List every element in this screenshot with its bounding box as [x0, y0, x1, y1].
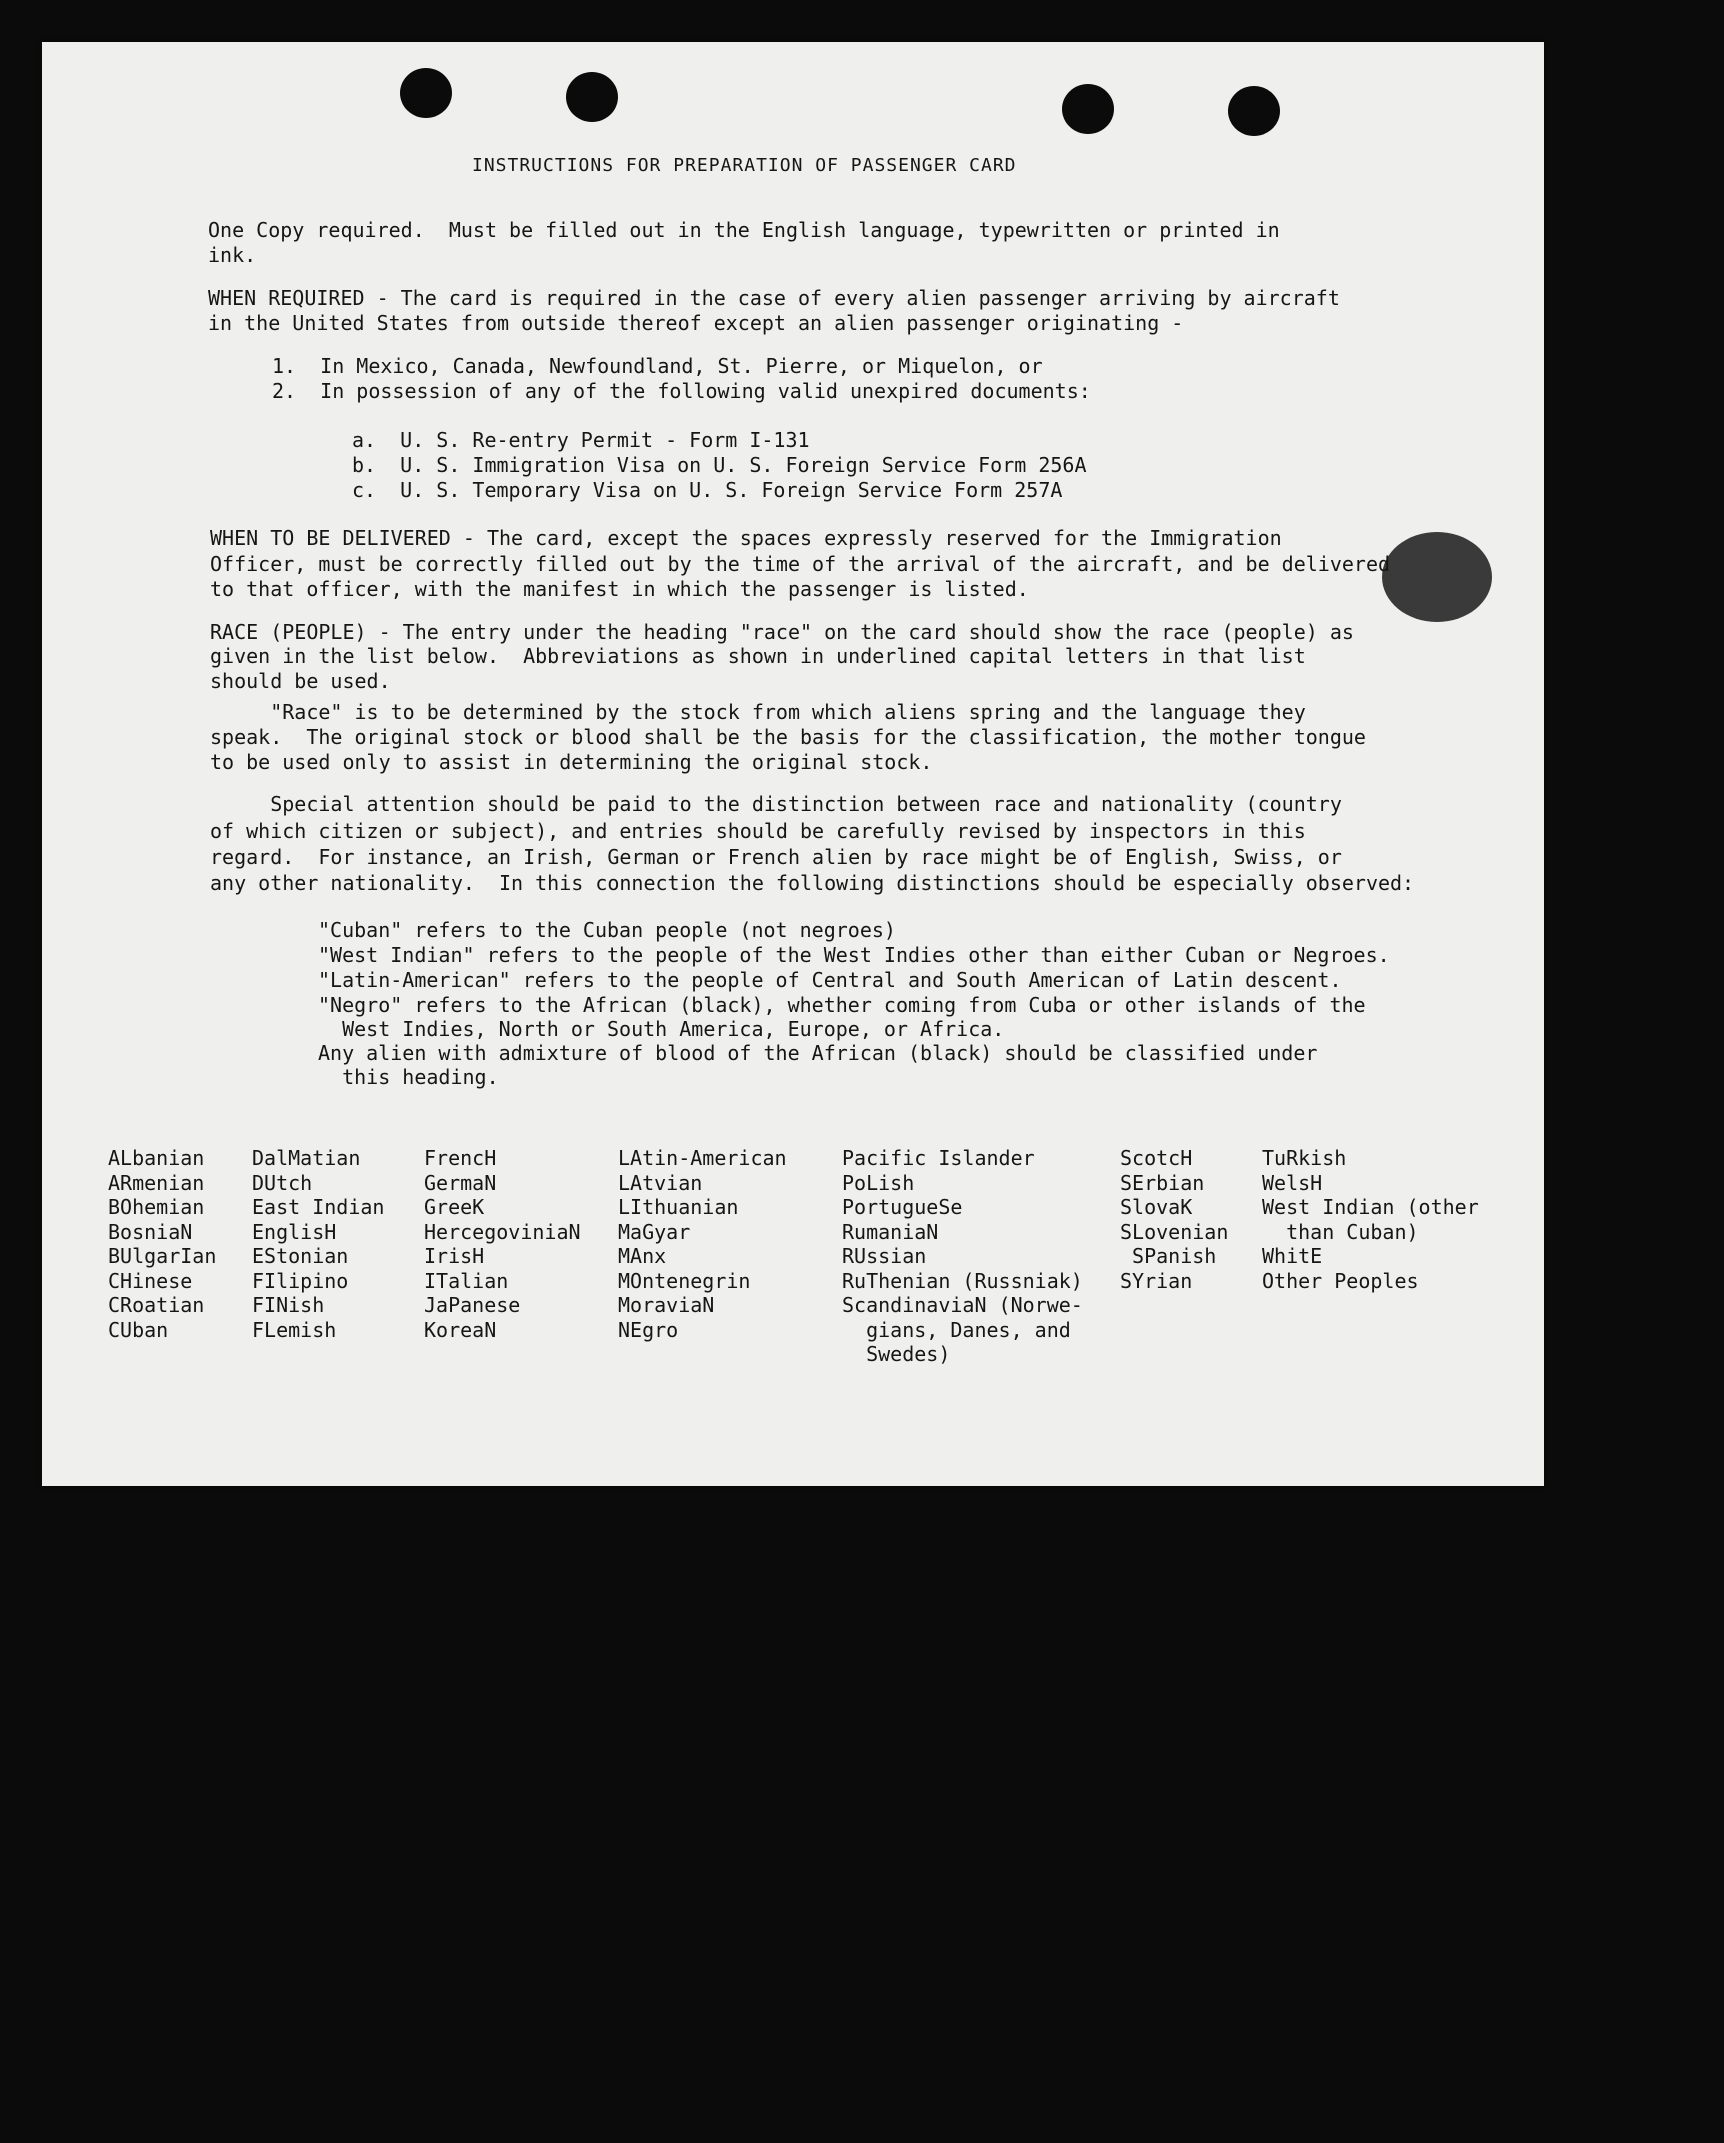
race-entry: than Cuban) [1262, 1219, 1419, 1244]
race-entry: MAnx [618, 1244, 667, 1268]
race-entry: RumaniaN [842, 1219, 939, 1244]
race-entry: SYrian [1120, 1268, 1193, 1293]
when-required-line-2: in the United States from outside thereof except an alien passenger originating - [208, 311, 1184, 335]
race-entry: BOhemian [108, 1195, 205, 1219]
race-entry: RuThenian (Russniak) [842, 1268, 1083, 1293]
race-entry: ScotcH [1120, 1146, 1193, 1170]
special-line-4: any other nationality. In this connection the following distinctions should be especially observed: [210, 871, 1415, 895]
race-column-6 [1120, 1146, 1228, 1293]
when-delivered-line-3: to that officer, with the manifest in which the passenger is listed. [210, 577, 1029, 601]
intro-line-2: ink. [208, 243, 257, 267]
special-line-2: of which citizen or subject), and entries should be carefully revised by inspectors in this [210, 819, 1306, 843]
race-entry: MOntenegrin [618, 1268, 751, 1293]
distinction-line-5: West Indies, North or South America, Europe, or Africa. [318, 1017, 1005, 1041]
document-item-c: c. U. S. Temporary Visa on U. S. Foreign Service Form 257A [352, 478, 1063, 502]
when-delivered-line-1: WHEN TO BE DELIVERED - The card, except the spaces expressly reserved for the Immigration [210, 526, 1282, 550]
race-entry: West Indian (other [1262, 1195, 1479, 1219]
race-entry: NEgro [618, 1317, 679, 1342]
race-entry: TuRkish [1262, 1146, 1347, 1170]
race-entry: IrisH [424, 1244, 485, 1268]
race-column-4 [618, 1146, 787, 1342]
document-title: INSTRUCTIONS FOR PREPARATION OF PASSENGER CARD [472, 155, 1017, 176]
race-entry: EStonian [252, 1244, 349, 1268]
race-entry: MaGyar [618, 1219, 691, 1244]
race-entry: SErbian [1120, 1170, 1205, 1195]
race-entry: LIthuanian [618, 1195, 739, 1219]
race-entry: Pacific Islander [842, 1146, 1035, 1170]
race-line-2: given in the list below. Abbreviations as shown in underlined capital letters in that list [210, 644, 1306, 668]
race-line-1: RACE (PEOPLE) - The entry under the heading "race" on the card should show the race (people) as [210, 620, 1354, 644]
race-def-line-3: to be used only to assist in determining the original stock. [210, 750, 933, 774]
race-entry: RUssian [842, 1244, 927, 1268]
race-entry: WelsH [1262, 1170, 1323, 1195]
race-entry: MoraviaN [618, 1293, 715, 1317]
race-column-3 [424, 1146, 581, 1342]
race-entry: CUban [108, 1317, 169, 1342]
race-entry: CRoatian [108, 1293, 205, 1317]
document-item-a: a. U. S. Re-entry Permit - Form I-131 [352, 428, 810, 452]
punch-hole [566, 72, 618, 122]
punch-hole [1228, 86, 1280, 136]
intro-line-1: One Copy required. Must be filled out in the English language, typewritten or printed in [208, 218, 1280, 242]
race-entry: gians, Danes, and [842, 1317, 1071, 1342]
race-entry: FIlipino [252, 1268, 349, 1293]
race-entry: SPanish [1120, 1244, 1217, 1268]
race-column-5 [842, 1146, 1083, 1367]
distinction-line-4: "Negro" refers to the African (black), whether coming from Cuba or other islands of the [318, 993, 1366, 1017]
distinction-line-7: this heading. [318, 1065, 499, 1089]
when-required-line-1: WHEN REQUIRED - The card is required in the case of every alien passenger arriving by aircraft [208, 286, 1340, 310]
race-column-1 [108, 1146, 216, 1342]
race-entry: SlovaK [1120, 1195, 1193, 1219]
race-def-line-2: speak. The original stock or blood shall be the basis for the classification, the mother tongue [210, 725, 1366, 749]
race-entry: Swedes) [842, 1342, 951, 1366]
race-entry: FrencH [424, 1146, 497, 1170]
numbered-item-1: 1. In Mexico, Canada, Newfoundland, St. Pierre, or Miquelon, or [272, 354, 1043, 378]
race-entry: ScandinaviaN (Norwe- [842, 1293, 1083, 1317]
race-entry: DUtch [252, 1170, 313, 1195]
distinction-line-2: "West Indian" refers to the people of the West Indies other than either Cuban or Negroes. [318, 943, 1390, 967]
race-entry: KoreaN [424, 1317, 497, 1342]
race-entry: DalMatian [252, 1146, 361, 1170]
distinction-line-1: "Cuban" refers to the Cuban people (not negroes) [318, 918, 896, 942]
race-entry: HercegoviniaN [424, 1219, 581, 1244]
race-entry: BUlgarIan [108, 1244, 217, 1268]
race-entry: ALbanian [108, 1146, 205, 1170]
distinction-line-3: "Latin-American" refers to the people of Central and South American of Latin descent. [318, 968, 1342, 992]
document-item-b: b. U. S. Immigration Visa on U. S. Foreign Service Form 256A [352, 453, 1087, 477]
race-entry: ITalian [424, 1268, 509, 1293]
when-delivered-line-2: Officer, must be correctly filled out by the time of the arrival of the aircraft, and be delivered [210, 552, 1391, 576]
race-entry: Other Peoples [1262, 1268, 1419, 1293]
race-entry: LAtin-American [618, 1146, 787, 1170]
race-entry: GreeK [424, 1195, 485, 1219]
special-line-3: regard. For instance, an Irish, German or French alien by race might be of English, Swiss, or [210, 845, 1342, 869]
punch-hole [400, 68, 452, 118]
punch-hole [1062, 84, 1114, 134]
race-entry: CHinese [108, 1268, 193, 1293]
race-entry: East Indian [252, 1195, 385, 1219]
race-entry: GermaN [424, 1170, 497, 1195]
race-entry: EnglisH [252, 1219, 337, 1244]
race-entry: ARmenian [108, 1170, 205, 1195]
race-entry: PoLish [842, 1170, 915, 1195]
ink-smudge [1382, 532, 1492, 622]
race-entry: WhitE [1262, 1244, 1323, 1268]
race-entry: FLemish [252, 1317, 337, 1342]
distinction-line-6: Any alien with admixture of blood of the African (black) should be classified under [318, 1041, 1318, 1065]
race-entry: JaPanese [424, 1293, 521, 1317]
race-entry: BosniaN [108, 1219, 193, 1244]
special-line-1: Special attention should be paid to the distinction between race and nationality (country [210, 792, 1342, 816]
race-entry: FINish [252, 1293, 325, 1317]
race-entry: LAtvian [618, 1170, 703, 1195]
race-entry: SLovenian [1120, 1219, 1229, 1244]
race-column-7 [1262, 1146, 1479, 1293]
numbered-item-2: 2. In possession of any of the following valid unexpired documents: [272, 379, 1091, 403]
race-line-3: should be used. [210, 669, 391, 693]
race-def-line-1: "Race" is to be determined by the stock from which aliens spring and the language they [210, 700, 1306, 724]
race-column-2 [252, 1146, 384, 1342]
race-entry: PortugueSe [842, 1195, 963, 1219]
